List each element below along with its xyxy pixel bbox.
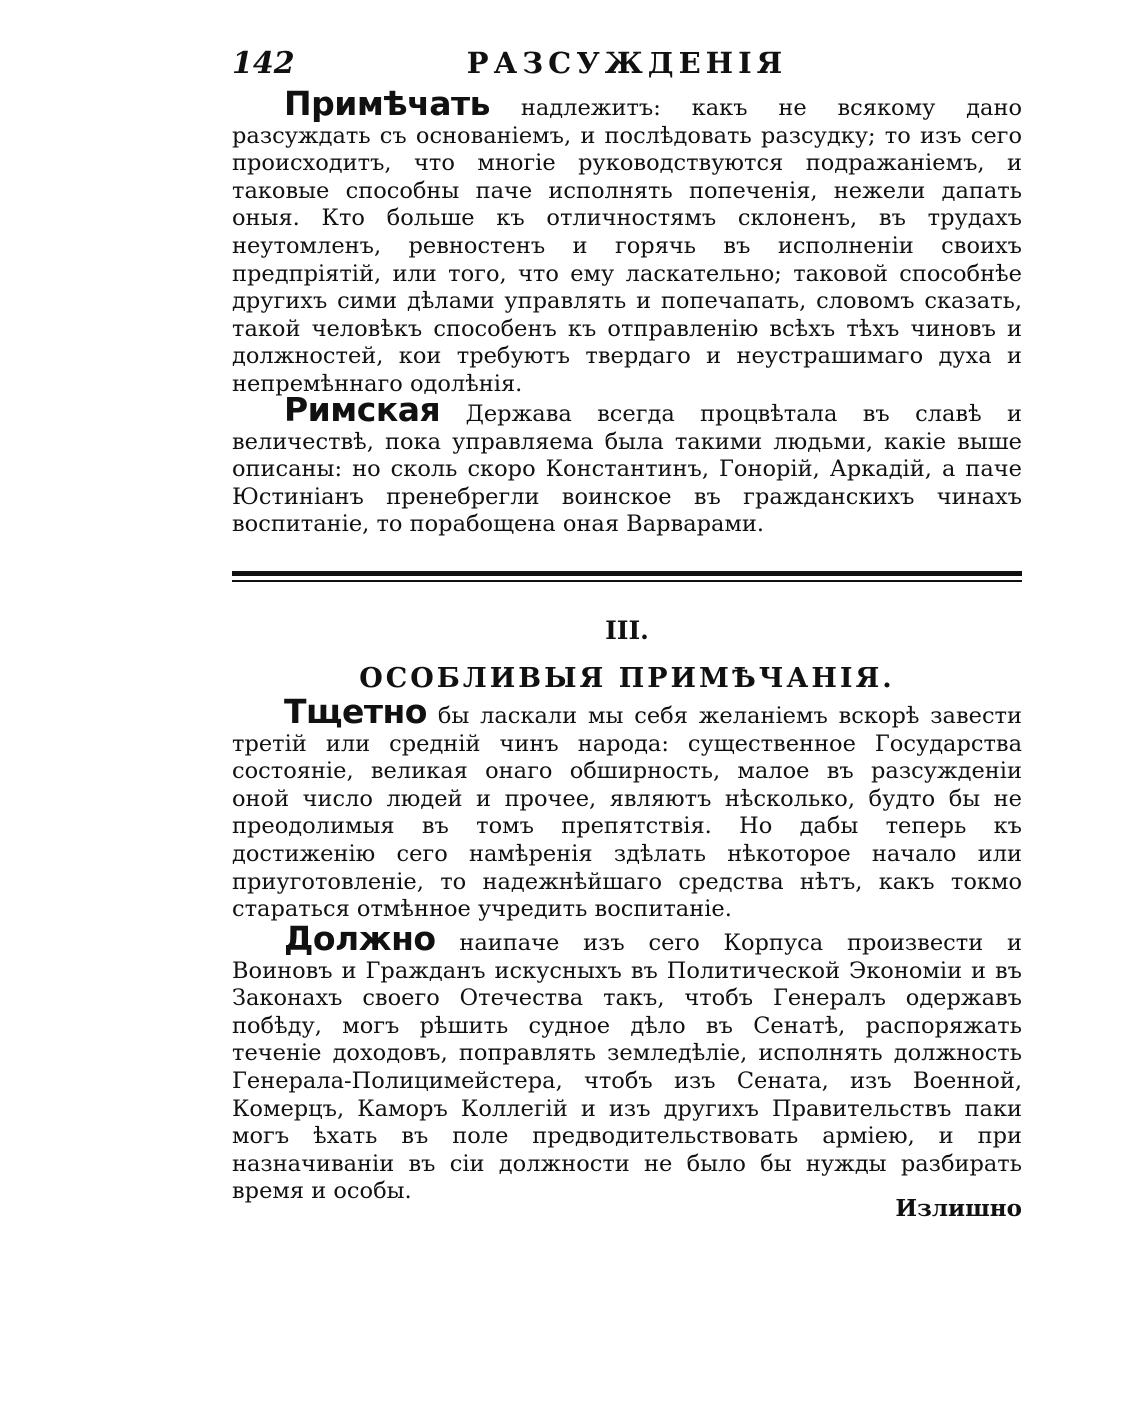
paragraph-lead-word: Римская (284, 390, 441, 429)
catchword: Излишно (895, 1195, 1022, 1222)
paragraph-1 (232, 84, 1022, 399)
paragraph-lead-word: Должно (284, 919, 436, 958)
paragraph-3 (232, 692, 1022, 924)
section-number: III. (605, 616, 649, 645)
paragraph-body: бы ласкали мы себя желаніемъ вскорѣ завести третій или средній чинъ народа: существенное Государства состояніе, великая онаго обширность, малое въ разсужденіи оной число людей и прочее, являютъ нѣсколько, будто бы не преодолимыя въ томъ препятствія. Но дабы теперь къ достиженію сего намѣренія здѣлать нѣкоторое начало или приуготовленіе, то надежнѣйшаго средства нѣтъ, какъ токмо стараться отмѣнное учредить воспитаніе. (232, 703, 1022, 923)
paragraph-4 (232, 919, 1022, 1206)
paragraph-text (232, 692, 1022, 924)
paragraph-lead-word: Примѣчать (284, 84, 491, 123)
page-number: 142 (232, 46, 295, 81)
paragraph-body: надлежитъ: какъ не всякому дано разсуждать съ основаніемъ, и послѣдовать разсудку; то изъ сего происходитъ, что многіе руководствуются подражаніемъ, и таковые способны паче исполнять попеченія, нежели дапать оныя. Кто больше къ отличностямъ склоненъ, въ трудахъ неутомленъ, ревностенъ и горячь въ исполненіи своихъ предпріятій, или того, что ему ласкательно; таковой способнѣе другихъ сими дѣлами управлять и попечапать, словомъ сказать, такой человѣкъ способенъ къ отправленію всѣхъ тѣхъ чиновъ и должностей, кои требуютъ твердаго и неустрашимаго духа и непремѣннаго одолѣнія. (232, 95, 1022, 397)
paragraph-body: Держава всегда процвѣтала въ славѣ и величествѣ, пока управляема была такими людьми, какіе выше описаны: но сколь скоро Константинъ, Гонорій, Аркадій, а паче Юстиніанъ пренебрегли воинское въ гражданскихъ чинахъ воспитаніе, то порабощена оная Варварами. (232, 401, 1022, 538)
section-title: ОСОБЛИВЫЯ ПРИМѢЧАНІЯ. (359, 663, 895, 694)
divider-thick-line (232, 571, 1022, 576)
paragraph-text (232, 919, 1022, 1206)
paragraph-text (232, 390, 1022, 539)
paragraph-text (232, 84, 1022, 399)
section-divider (232, 571, 1022, 585)
paragraph-lead-word: Тщетно (284, 692, 427, 731)
divider-thin-line (232, 580, 1022, 582)
running-title: РАЗСУЖДЕНІЯ (466, 46, 788, 80)
running-head (232, 46, 1022, 86)
paragraph-body: наипаче изъ сего Корпуса произвести и Воиновъ и Гражданъ искусныхъ въ Политической Экономіи и въ Законахъ своего Отечества такъ, чтобъ Генералъ одержавъ побѣду, могъ рѣшить судное дѣло въ Сенатѣ, распоряжать теченіе доходовъ, поправлять земледѣліе, исполнять должность Генерала-Полицимейстера, чтобъ изъ Сената, изъ Военной, Комерцъ, Каморъ Коллегій и изъ другихъ Правительствъ паки могъ ѣхать въ поле предводительствовать арміею, и при назначиваніи въ сіи должности не было бы нужды разбирать время и особы. (232, 930, 1022, 1205)
paragraph-2 (232, 390, 1022, 539)
